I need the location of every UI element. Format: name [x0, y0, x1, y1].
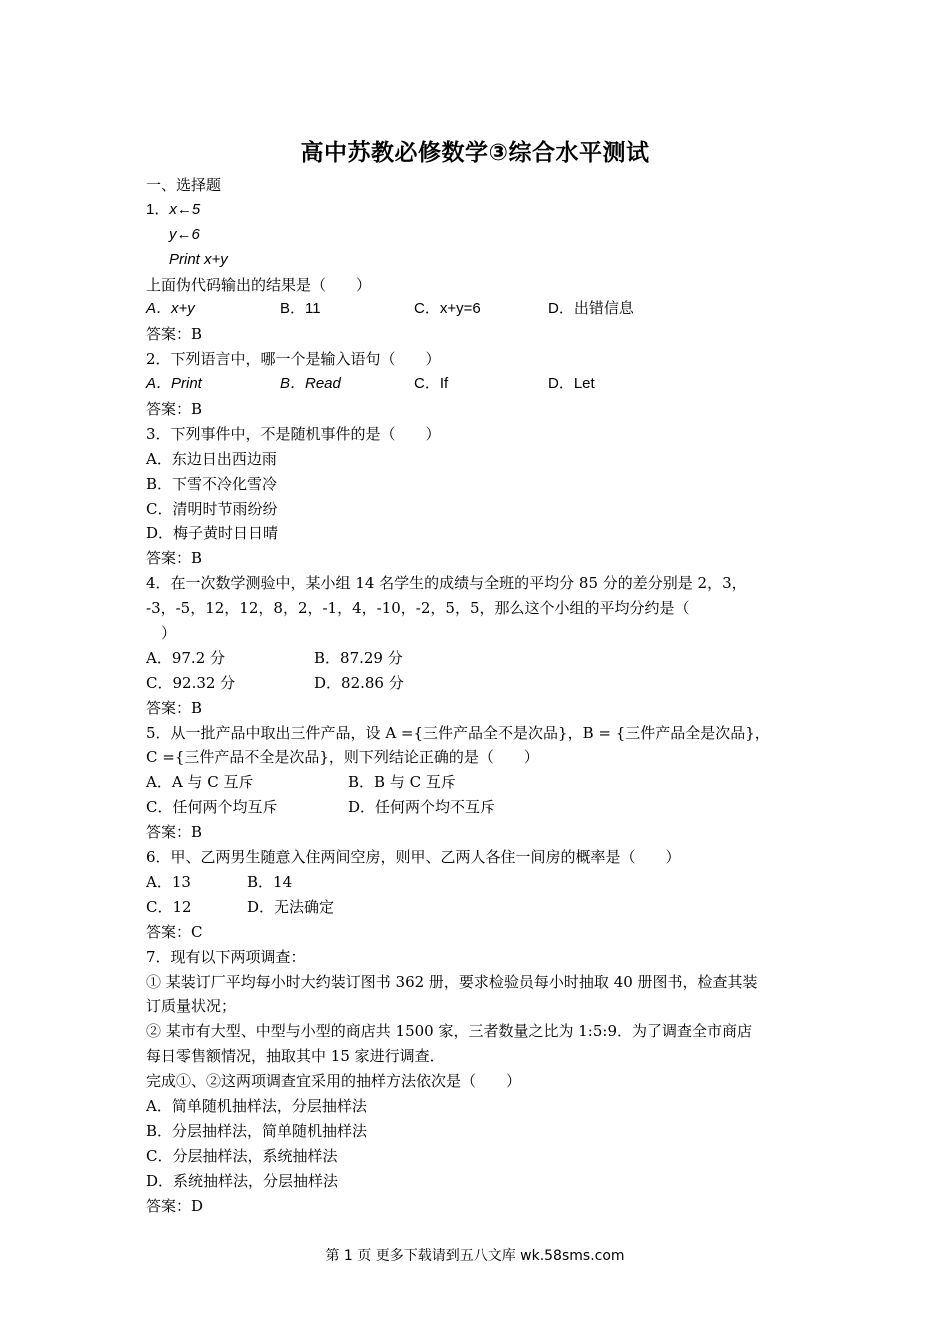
- q2-option-d: D．Let: [548, 375, 595, 393]
- q5-stem-line-1: 5．从一批产品中取出三件产品，设 A ={三件产品全不是次品}，B = {三件产品全是次品}，: [146, 723, 770, 742]
- q4-option-c: C．92.32 分: [146, 673, 236, 692]
- q5-answer: 答案：B: [146, 823, 203, 842]
- q1-option-c: C．x+y=6: [414, 300, 481, 318]
- section-heading: 一、选择题: [146, 176, 222, 194]
- q3-option-d: D．梅子黄时日日晴: [146, 524, 279, 543]
- q3-option-c: C．清明时节雨纷纷: [146, 499, 278, 518]
- q5-option-b: B．B 与 C 互斥: [348, 773, 456, 792]
- q6-options-row-1: [146, 870, 826, 895]
- q1-code-1: x←5: [169, 200, 201, 218]
- q2-options: [146, 372, 826, 397]
- q1-option-a: A．x+y: [146, 300, 195, 318]
- q4-option-d: D．82.86 分: [314, 673, 404, 692]
- q4-stem-line-1: 4．在一次数学测验中，某小组 14 名学生的成绩与全班的平均分 85 分的差分别是 2，3，: [146, 574, 747, 593]
- q1-number: 1．: [146, 200, 170, 218]
- q1-code-line-1: [146, 198, 826, 223]
- q4-answer: 答案：B: [146, 698, 203, 717]
- q5-options-row-2: [146, 795, 826, 820]
- q4-option-b: B．87.29 分: [314, 648, 403, 667]
- q7-item-1-line-1: ① 某装订厂平均每小时大约装订图书 362 册，要求检验员每小时抽取 40 册图书，检查其装: [146, 972, 758, 991]
- q7-answer: 答案：D: [146, 1196, 204, 1215]
- q1-option-b: B．11: [280, 300, 321, 318]
- q5-stem-line-2: C ={三件产品不全是次品}，则下列结论正确的是（ ）: [146, 748, 539, 767]
- q7-option-c: C．分层抽样法，系统抽样法: [146, 1146, 338, 1165]
- q2-option-c: C．If: [414, 375, 449, 393]
- q6-option-b: B．14: [247, 872, 293, 891]
- q5-options-row-1: [146, 770, 826, 795]
- q7-question: 完成①、②这两项调查宜采用的抽样方法依次是（ ）: [146, 1072, 522, 1091]
- q5-option-c: C．任何两个均互斥: [146, 798, 278, 817]
- q2-answer: 答案：B: [146, 400, 203, 419]
- q4-options-row-1: [146, 646, 826, 671]
- q1-answer: 答案：B: [146, 325, 203, 344]
- q7-item-1-line-2: 订质量状况；: [146, 997, 237, 1016]
- q7-stem: 7．现有以下两项调查：: [146, 947, 306, 966]
- q3-option-b: B．下雪不冷化雪冷: [146, 474, 278, 493]
- q4-option-a: A．97.2 分: [146, 648, 225, 667]
- q6-option-d: D．无法确定: [247, 897, 335, 916]
- q1-code-3: Print x+y: [169, 250, 228, 268]
- q4-stem-line-2: -3，-5，12，12，8，2，-1，4，-10，-2，5，5，那么这个小组的平均分约是（: [146, 599, 690, 618]
- q6-answer: 答案：C: [146, 922, 203, 941]
- q5-option-a: A．A 与 C 互斥: [146, 773, 254, 792]
- q6-stem: 6．甲、乙两男生随意入住两间空房，则甲、乙两人各住一间房的概率是（ ）: [146, 848, 681, 867]
- q7-item-2-line-1: ② 某市有大型、中型与小型的商店共 1500 家，三者数量之比为 1:5:9．为了调查全市商店: [146, 1022, 752, 1041]
- page-footer: 第 1 页 更多下载请到五八文库 wk.58sms.com: [325, 1248, 625, 1264]
- q1-options: [146, 297, 826, 322]
- q5-option-d: D．任何两个均不互斥: [348, 798, 496, 817]
- q6-option-c: C．12: [146, 897, 192, 916]
- q2-option-b: B．Read: [280, 375, 341, 393]
- q2-stem: 2．下列语言中，哪一个是输入语句（ ）: [146, 350, 441, 369]
- q2-option-a: A．Print: [146, 375, 202, 393]
- q3-stem: 3．下列事件中，不是随机事件的是（ ）: [146, 424, 441, 443]
- q3-option-a: A．东边日出西边雨: [146, 449, 277, 468]
- q1-code-2: y←6: [169, 225, 200, 243]
- q7-option-d: D．系统抽样法，分层抽样法: [146, 1171, 339, 1190]
- page-title: 高中苏教必修数学③综合水平测试: [300, 140, 650, 166]
- question-list: [146, 173, 826, 1218]
- q6-options-row-2: [146, 895, 826, 920]
- q4-options-row-2: [146, 671, 826, 696]
- q7-option-a: A．简单随机抽样法，分层抽样法: [146, 1096, 367, 1115]
- q1-option-d: D．出错信息: [548, 300, 634, 318]
- q7-option-b: B．分层抽样法，简单随机抽样法: [146, 1121, 368, 1140]
- q1-stem: 上面伪代码输出的结果是（ ）: [146, 275, 372, 294]
- q7-item-2-line-2: 每日零售额情况，抽取其中 15 家进行调查．: [146, 1047, 445, 1066]
- q6-option-a: A．13: [146, 872, 191, 891]
- q3-answer: 答案：B: [146, 549, 203, 568]
- q4-stem-line-3: ）: [161, 624, 177, 643]
